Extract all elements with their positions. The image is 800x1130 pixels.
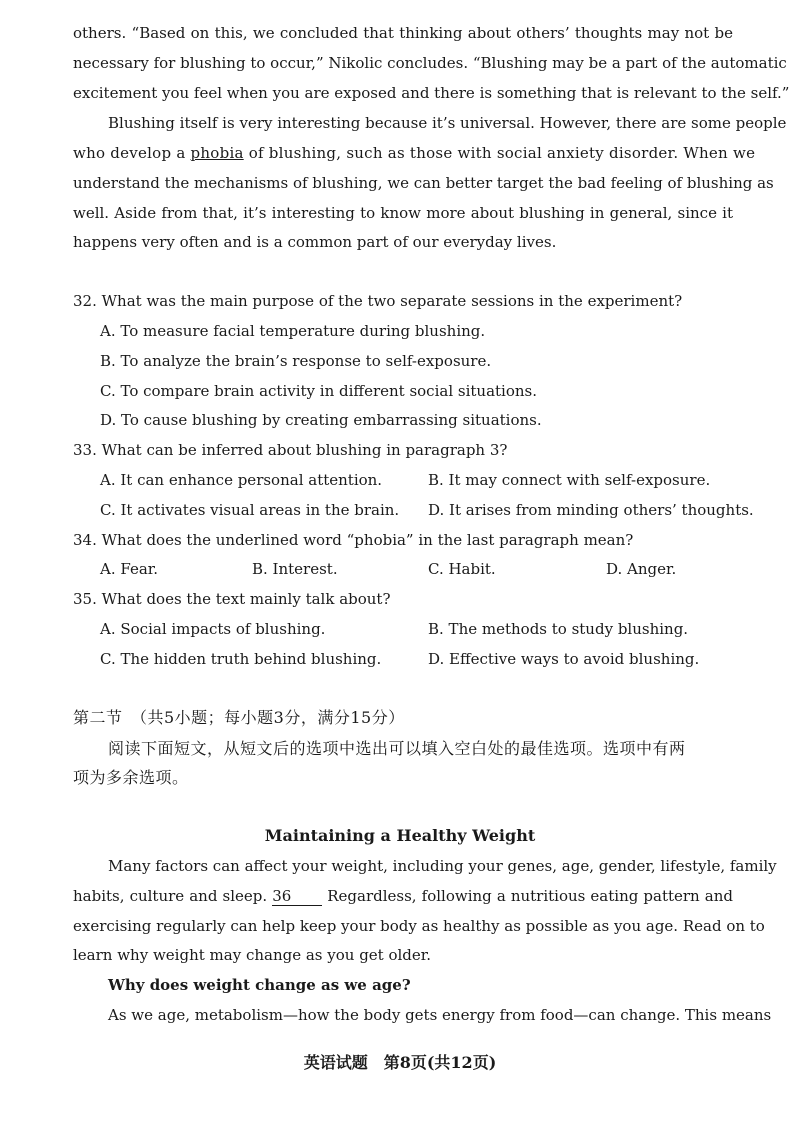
option: B. To analyze the brain’s response to self-exposure. [100, 352, 492, 370]
option: B. The methods to study blushing. [428, 620, 689, 638]
option: C. The hidden truth behind blushing. [100, 650, 382, 668]
article-line: learn why weight may change as you get older. [73, 946, 432, 964]
option: D. Effective ways to avoid blushing. [428, 650, 700, 668]
text-segment: of blushing, such as those with social anxiety disorder. When we [243, 144, 756, 162]
option: A. It can enhance personal attention. [100, 471, 383, 489]
text-segment: habits, culture and sleep. [73, 887, 273, 905]
option: D. It arises from minding others’ thoughts. [428, 501, 754, 519]
passage-line: excitement you feel when you are exposed and there is something that is relevant to the self.” [73, 84, 790, 102]
option: C. To compare brain activity in different social situations. [100, 382, 537, 400]
option: D. To cause blushing by creating embarrassing situations. [100, 411, 542, 429]
passage-line: well. Aside from that, it’s interesting to know more about blushing in general, since it [73, 204, 733, 222]
passage-line: others. “Based on this, we concluded that thinking about others’ thoughts may not be [73, 24, 733, 42]
text-segment: Regardless, following a nutritious eating pattern and [322, 887, 733, 905]
article-line: Many factors can affect your weight, including your genes, age, gender, lifestyle, family [108, 857, 777, 875]
passage-line: Blushing itself is very interesting because it’s universal. However, there are some people [108, 114, 787, 132]
question-stem: 34. What does the underlined word “phobia” in the last paragraph mean? [73, 531, 634, 549]
option: C. Habit. [428, 560, 496, 578]
article-subheading: Why does weight change as we age? [108, 976, 411, 994]
underlined-word: phobia [190, 144, 244, 162]
passage-line: understand the mechanisms of blushing, we can better target the bad feeling of blushing as [73, 174, 774, 192]
page-footer: 英语试题 第8页(共12页) [303, 1053, 497, 1072]
option: B. Interest. [252, 560, 338, 578]
option: A. To measure facial temperature during blushing. [100, 322, 486, 340]
question-stem: 33. What can be inferred about blushing in paragraph 3? [73, 441, 508, 459]
article-line: As we age, metabolism—how the body gets energy from food—can change. This means [108, 1006, 772, 1024]
article-line: exercising regularly can help keep your body as healthy as possible as you age. Read on to [73, 917, 765, 935]
question-stem: 35. What does the text mainly talk about? [73, 590, 391, 608]
option: D. Anger. [606, 560, 677, 578]
section-instruction: 项为多余选项。 [73, 768, 189, 787]
section-heading: 第二节 （共5小题；每小题3分，满分15分） [73, 708, 405, 727]
passage-line: necessary for blushing to occur,” Nikolic concludes. “Blushing may be a part of the automatic [73, 54, 787, 72]
text-segment: who develop a [73, 144, 191, 162]
article-line [73, 885, 733, 907]
article-title: Maintaining a Healthy Weight [264, 826, 536, 845]
answer-blank-36[interactable]: 36 [272, 887, 322, 906]
passage-line: happens very often and is a common part of our everyday lives. [73, 233, 557, 251]
question-stem: 32. What was the main purpose of the two separate sessions in the experiment? [73, 292, 683, 310]
option: B. It may connect with self-exposure. [428, 471, 711, 489]
option: C. It activates visual areas in the brain. [100, 501, 400, 519]
option: A. Social impacts of blushing. [100, 620, 326, 638]
passage-line [73, 142, 756, 164]
section-instruction: 阅读下面短文，从短文后的选项中选出可以填入空白处的最佳选项。选项中有两 [108, 739, 686, 758]
option: A. Fear. [100, 560, 159, 578]
